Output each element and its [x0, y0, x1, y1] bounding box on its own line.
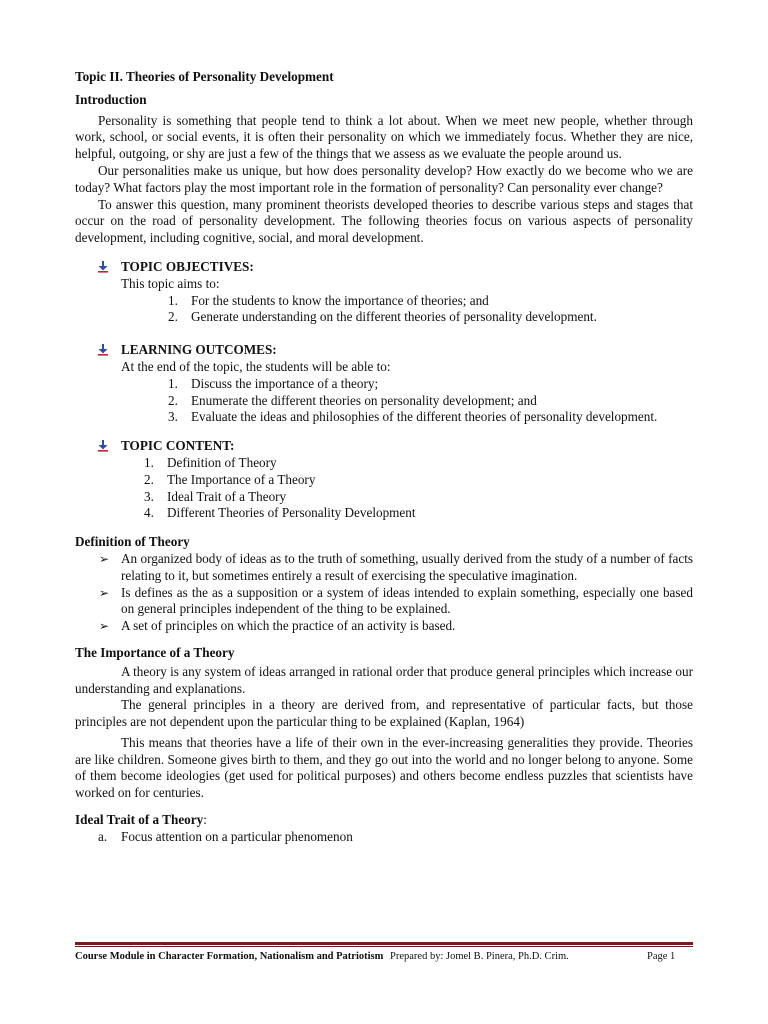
- importance-paragraph-2: The general principles in a theory are derived from, and representative of particular facts, but those principles are not dependent upon the particular thing to be explained (Kaplan, 1964): [75, 697, 693, 730]
- ideal-trait-heading: Ideal Trait of a Theory:: [75, 812, 207, 828]
- list-item: 3. Ideal Trait of a Theory: [144, 488, 287, 504]
- importance-heading: The Importance of a Theory: [75, 644, 235, 660]
- down-arrow-bar-icon: [97, 440, 109, 452]
- footer-rule: [75, 942, 693, 947]
- list-item: 2. Enumerate the different theories on personality development; and: [168, 392, 537, 408]
- list-item: 1. Definition of Theory: [144, 454, 277, 470]
- introduction-heading: Introduction: [75, 91, 147, 107]
- importance-paragraph-1: A theory is any system of ideas arranged in rational order that produce general principles which increase our understanding and explanations.: [75, 663, 693, 696]
- arrowhead-icon: ➢: [99, 619, 110, 634]
- list-item: 1. For the students to know the importance of theories; and: [168, 292, 489, 308]
- learning-outcomes: [121, 342, 693, 426]
- list-item: 1. Discuss the importance of a theory;: [168, 375, 379, 391]
- down-arrow-bar-icon: [97, 261, 109, 273]
- footer-prepared-by: Prepared by: Jomel B. Pinera, Ph.D. Crim.: [390, 951, 569, 962]
- list-item: 4. Different Theories of Personality Development: [144, 505, 416, 521]
- list-item: ➢ Is defines as the as a supposition or a system of ideas intended to explain something, especially one based on general principles independent of the thing to be explained.: [99, 584, 693, 617]
- outcomes-lead: At the end of the topic, the students will be able to:: [121, 358, 391, 374]
- outcomes-heading: LEARNING OUTCOMES:: [121, 342, 693, 359]
- objectives-list: [121, 293, 693, 327]
- page-number: Page 1: [647, 951, 676, 962]
- outcomes-list: [121, 376, 693, 426]
- intro-paragraph-3: To answer this question, many prominent theorists developed theories to describe various steps and stages that occur on the road of personality development. The following theories focus on various aspects of personality development, including cognitive, social, and moral development.: [75, 196, 693, 246]
- list-item: 2. The Importance of a Theory: [144, 471, 316, 487]
- list-item: 2. Generate understanding on the different theories of personality development.: [168, 309, 597, 325]
- objectives-lead: This topic aims to:: [121, 275, 220, 291]
- list-item: 3. Evaluate the ideas and philosophies of the different theories of personality development.: [168, 409, 658, 425]
- page-footer: [75, 950, 693, 964]
- footer-course: Course Module in Character Formation, Nationalism and Patriotism: [75, 951, 384, 962]
- objectives-heading: TOPIC OBJECTIVES:: [121, 259, 693, 276]
- content-heading: TOPIC CONTENT:: [121, 438, 693, 455]
- list-item: ➢ A set of principles on which the practice of an activity is based.: [99, 618, 456, 634]
- list-item: ➢ An organized body of ideas as to the truth of something, usually derived from the study of a number of facts relating to it, but sometimes entirely a result of exercising the speculative imagination.: [99, 550, 693, 583]
- down-arrow-bar-icon: [97, 344, 109, 356]
- topic-objectives: [121, 259, 693, 326]
- intro-paragraph-1: Personality is something that people tend to think a lot about. When we meet new people, whether through work, school, or social events, it is often their personality on which we immediately focus. Whether they are nice, helpful, outgoing, or shy are just a few of the things that we assess as we evaluate the people around us.: [75, 112, 693, 162]
- content-list: [121, 455, 693, 522]
- list-item: a. Focus attention on a particular phenomenon: [98, 828, 353, 844]
- topic-content: [121, 438, 693, 522]
- intro-paragraph-2: Our personalities make us unique, but how does personality develop? How exactly do we become who we are today? What factors play the most important role in the formation of personality? Can personality ever change?: [75, 162, 693, 195]
- ideal-trait-list: [75, 829, 693, 846]
- page-title: Topic II. Theories of Personality Development: [75, 69, 334, 84]
- importance-paragraph-3: This means that theories have a life of their own in the ever-increasing generalities they provide. Theories are like children. Someone gives birth to them, and they go out into the world and no longer belong to anyone. Some of them become ideologies (get used for political purposes) and others become endless puzzles that scientists have worked on for centuries.: [75, 734, 693, 801]
- document-body: [75, 69, 693, 846]
- definition-heading: Definition of Theory: [75, 534, 190, 550]
- arrowhead-icon: ➢: [99, 585, 110, 600]
- arrowhead-icon: ➢: [99, 551, 110, 566]
- definition-list: [75, 551, 693, 635]
